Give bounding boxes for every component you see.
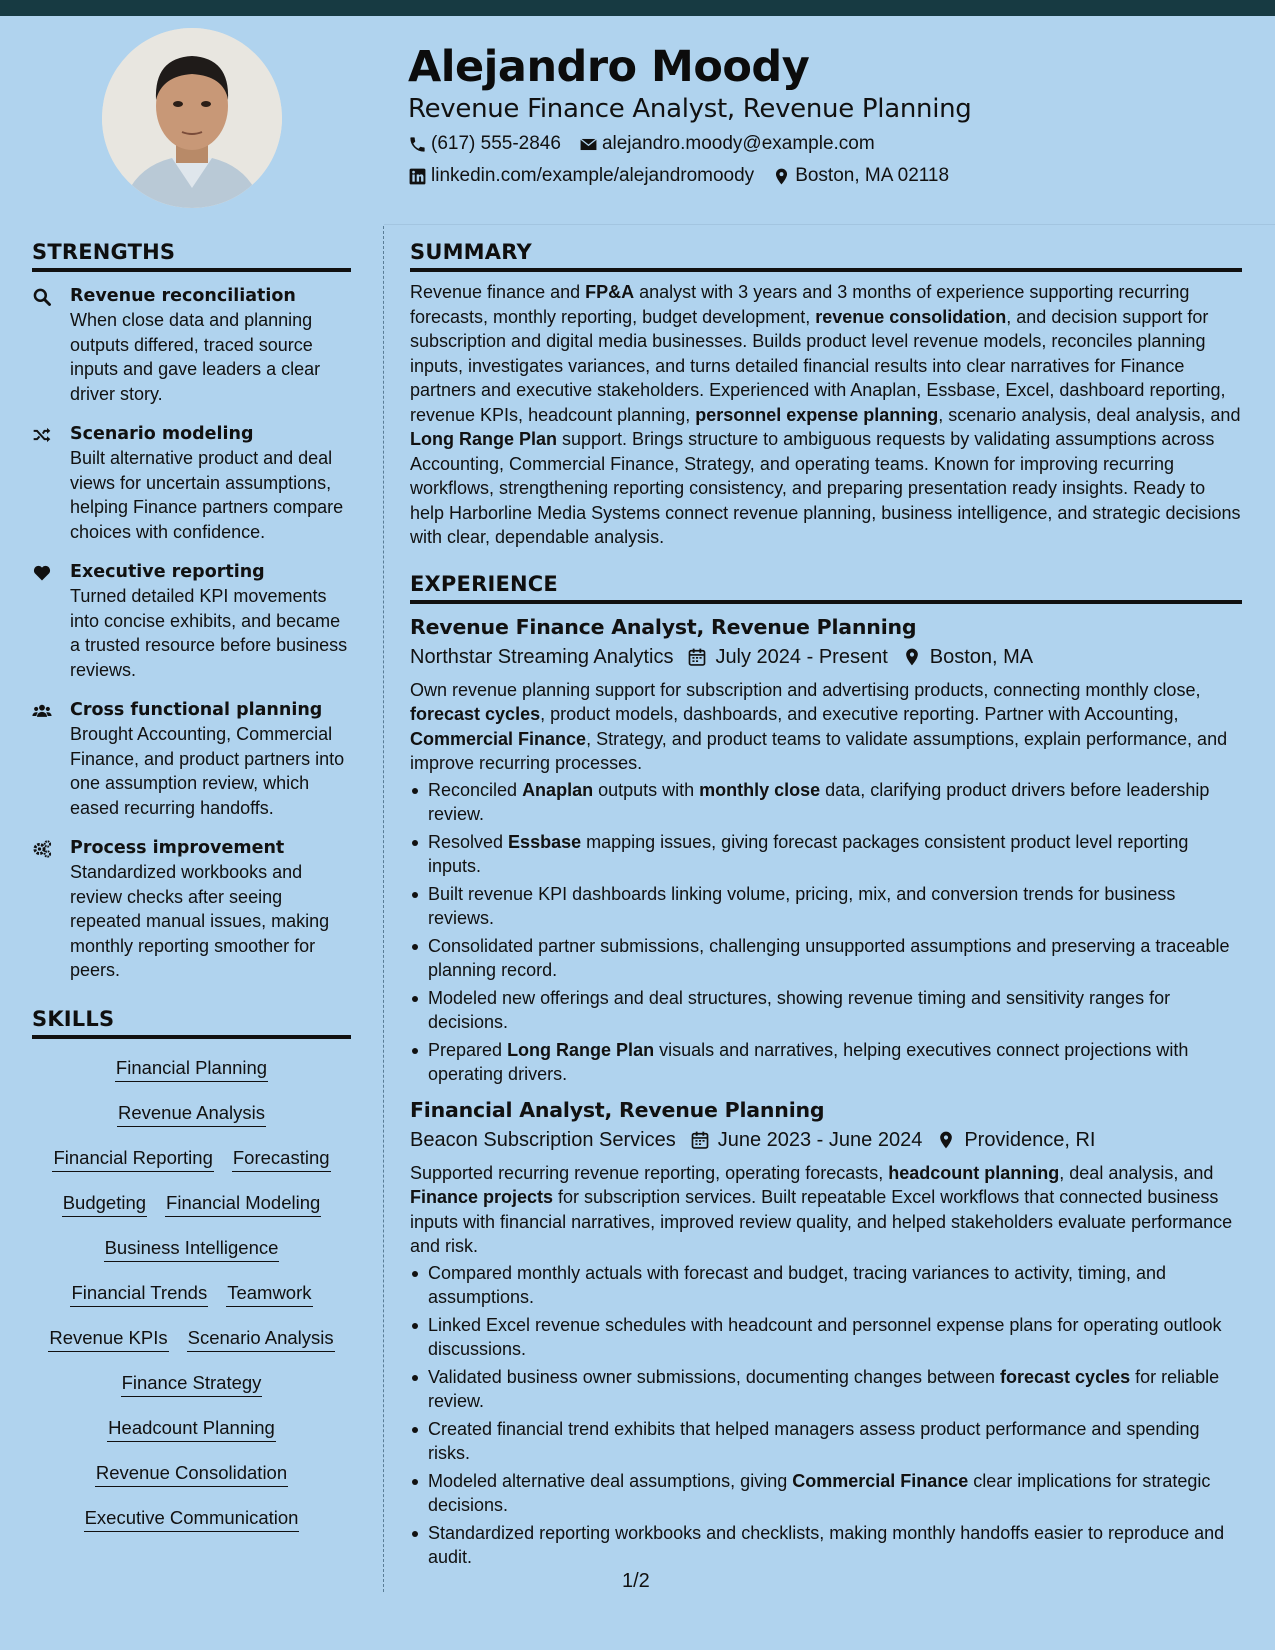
- heart-icon: [32, 563, 52, 583]
- job-title: Financial Analyst, Revenue Planning: [410, 1097, 825, 1122]
- skill-tag: Revenue Consolidation: [95, 1462, 288, 1487]
- job-entry: [410, 614, 1242, 1087]
- skill-tag: Business Intelligence: [104, 1237, 280, 1262]
- strength-text: Built alternative product and deal views for uncertain assumptions, helping Finance partners compare choices with confidence.: [70, 448, 344, 542]
- job-location: Boston, MA: [929, 645, 1034, 668]
- contact-row-2: [408, 165, 967, 187]
- company-name: Beacon Subscription Services: [410, 1128, 676, 1151]
- skill-tag: Budgeting: [62, 1192, 147, 1217]
- strength-text: Standardized workbooks and review checks after seeing repeated manual issues, making monthly reporting smoother for peers.: [70, 862, 330, 980]
- strengths-list: [32, 284, 351, 983]
- skill-tag: Revenue Analysis: [117, 1102, 266, 1127]
- location-text: Boston, MA 02118: [795, 165, 950, 186]
- bullet-item: Standardized reporting workbooks and checklists, making monthly handoffs easier to reproduce and audit.: [410, 1521, 1242, 1570]
- skill-tag: Revenue KPIs: [48, 1327, 168, 1352]
- top-bar: [0, 0, 1275, 16]
- job-meta: [410, 1129, 1242, 1152]
- calendar-icon: [690, 1130, 710, 1150]
- email-text: alejandro.moody@example.com: [601, 133, 875, 154]
- job-entry: [410, 1097, 1242, 1570]
- strength-title: Cross functional planning: [70, 700, 323, 720]
- summary-heading: SUMMARY: [410, 240, 1242, 272]
- strength-text: Brought Accounting, Commercial Finance, and product partners into one assumption review, which eased recurring handoffs.: [70, 724, 345, 818]
- skill-tag: Financial Modeling: [165, 1192, 321, 1217]
- map-pin-icon: [936, 1130, 956, 1150]
- location-contact: [772, 165, 949, 187]
- bullet-item: Validated business owner submissions, documenting changes between forecast cycles for reliable review.: [410, 1365, 1242, 1414]
- bullet-item: Linked Excel revenue schedules with headcount and personnel expense plans for operating outlook discussions.: [410, 1313, 1242, 1362]
- bullet-item: Built revenue KPI dashboards linking volume, pricing, mix, and conversion trends for business reviews.: [410, 882, 1242, 931]
- bullet-item: Created financial trend exhibits that helped managers assess product performance and spending risks.: [410, 1417, 1242, 1466]
- page-number: 1/2: [622, 1570, 650, 1592]
- strength-title: Revenue reconciliation: [70, 286, 296, 306]
- strength-item: [32, 284, 351, 406]
- header-divider: [384, 224, 1275, 225]
- job-bullets: [410, 778, 1242, 1087]
- phone-contact[interactable]: [408, 133, 561, 155]
- users-icon: [32, 701, 52, 721]
- candidate-name: Alejandro Moody: [408, 42, 810, 92]
- bullet-item: Compared monthly actuals with forecast and budget, tracing variances to activity, timing, and assumptions.: [410, 1261, 1242, 1310]
- candidate-title: Revenue Finance Analyst, Revenue Planning: [408, 94, 972, 124]
- linkedin-text: linkedin.com/example/alejandromoody: [431, 165, 755, 186]
- map-pin-icon: [772, 167, 791, 186]
- summary-text: Revenue finance and FP&A analyst with 3 years and 3 months of experience supporting recurring forecasts, monthly reporting, budget development, revenue consolidation, and decision support for subscription and digital media businesses. Builds product level revenue models, reconciles planning inputs, investigates variances, and turns detailed financial results into clear narratives for Finance partners and executive stakeholders. Experienced with Anaplan, Essbase, Excel, dashboard reporting, revenue KPIs, headcount planning, personnel expense planning, scenario analysis, deal analysis, and Long Range Plan support. Brings structure to ambiguous requests by validating assumptions across Accounting, Commercial Finance, Strategy, and operating teams. Known for improving recurring workflows, strengthening reporting consistency, and preparing presentation ready insights. Ready to help Harborline Media Systems connect revenue planning, business intelligence, and strategic decisions with clear, dependable analysis.: [410, 282, 1241, 547]
- main-column: [410, 240, 1242, 1573]
- phone-icon: [408, 135, 427, 154]
- skill-tag: Finance Strategy: [121, 1372, 263, 1397]
- strength-item: [32, 422, 351, 544]
- bullet-item: Resolved Essbase mapping issues, giving forecast packages consistent product level reporting inputs.: [410, 830, 1242, 879]
- bullet-item: Reconciled Anaplan outputs with monthly close data, clarifying product drivers before leadership review.: [410, 778, 1242, 827]
- strength-item: [32, 560, 351, 682]
- skills-list: [32, 1047, 351, 1542]
- skill-tag: Teamwork: [226, 1282, 312, 1307]
- bullet-item: Prepared Long Range Plan visuals and narratives, helping executives connect projections with operating drivers.: [410, 1038, 1242, 1087]
- strength-item: [32, 698, 351, 820]
- company-name: Northstar Streaming Analytics: [410, 645, 674, 668]
- map-pin-icon: [902, 647, 922, 667]
- profile-photo: [102, 28, 282, 208]
- job-title: Revenue Finance Analyst, Revenue Planning: [410, 614, 917, 639]
- job-location: Providence, RI: [964, 1128, 1096, 1151]
- bullet-item: Modeled alternative deal assumptions, giving Commercial Finance clear implications for strategic decisions.: [410, 1469, 1242, 1518]
- job-meta: [410, 646, 1242, 669]
- strength-title: Process improvement: [70, 838, 285, 858]
- column-divider: [383, 226, 384, 1592]
- skills-heading: SKILLS: [32, 1007, 351, 1039]
- strength-title: Scenario modeling: [70, 424, 254, 444]
- skill-tag: Executive Communication: [84, 1507, 300, 1532]
- skill-tag: Financial Reporting: [52, 1147, 213, 1172]
- skill-tag: Scenario Analysis: [187, 1327, 335, 1352]
- linkedin-contact[interactable]: [408, 165, 754, 187]
- job-description: Own revenue planning support for subscription and advertising products, connecting monthly close, forecast cycles, product models, dashboards, and executive reporting. Partner with Accounting, Commercial Finance, Strategy, and product teams to validate assumptions, explain performance, and improve recurring processes.: [410, 679, 1228, 773]
- experience-heading: EXPERIENCE: [410, 572, 1242, 604]
- strength-text: Turned detailed KPI movements into concise exhibits, and became a trusted resource before business reviews.: [70, 586, 348, 680]
- contact-row-1: [408, 133, 893, 155]
- job-dates: June 2023 - June 2024: [717, 1128, 923, 1151]
- strength-text: When close data and planning outputs differed, traced source inputs and gave leaders a clear driver story.: [70, 310, 321, 404]
- sidebar: [32, 240, 351, 1542]
- email-contact[interactable]: [579, 133, 875, 155]
- search-icon: [32, 287, 52, 307]
- shuffle-icon: [32, 425, 52, 445]
- skill-tag: Headcount Planning: [107, 1417, 276, 1442]
- bullet-item: Consolidated partner submissions, challenging unsupported assumptions and preserving a traceable planning record.: [410, 934, 1242, 983]
- job-bullets: [410, 1261, 1242, 1570]
- envelope-icon: [579, 135, 598, 154]
- strength-title: Executive reporting: [70, 562, 265, 582]
- skill-tag: Financial Planning: [115, 1057, 268, 1082]
- job-description: Supported recurring revenue reporting, operating forecasts, headcount planning, deal analysis, and Finance projects for subscription services. Built repeatable Excel workflows that connected business inputs with financial narratives, improved review quality, and helped stakeholders evaluate performance and risk.: [410, 1162, 1233, 1256]
- linkedin-icon: [408, 167, 427, 186]
- phone-text: (617) 555-2846: [431, 133, 561, 154]
- strength-item: [32, 836, 351, 983]
- skill-tag: Financial Trends: [70, 1282, 208, 1307]
- gears-icon: [32, 839, 52, 859]
- skill-tag: Forecasting: [232, 1147, 331, 1172]
- bullet-item: Modeled new offerings and deal structures, showing revenue timing and sensitivity ranges for decisions.: [410, 986, 1242, 1035]
- job-dates: July 2024 - Present: [715, 645, 888, 668]
- strengths-heading: STRENGTHS: [32, 240, 351, 272]
- calendar-icon: [687, 647, 707, 667]
